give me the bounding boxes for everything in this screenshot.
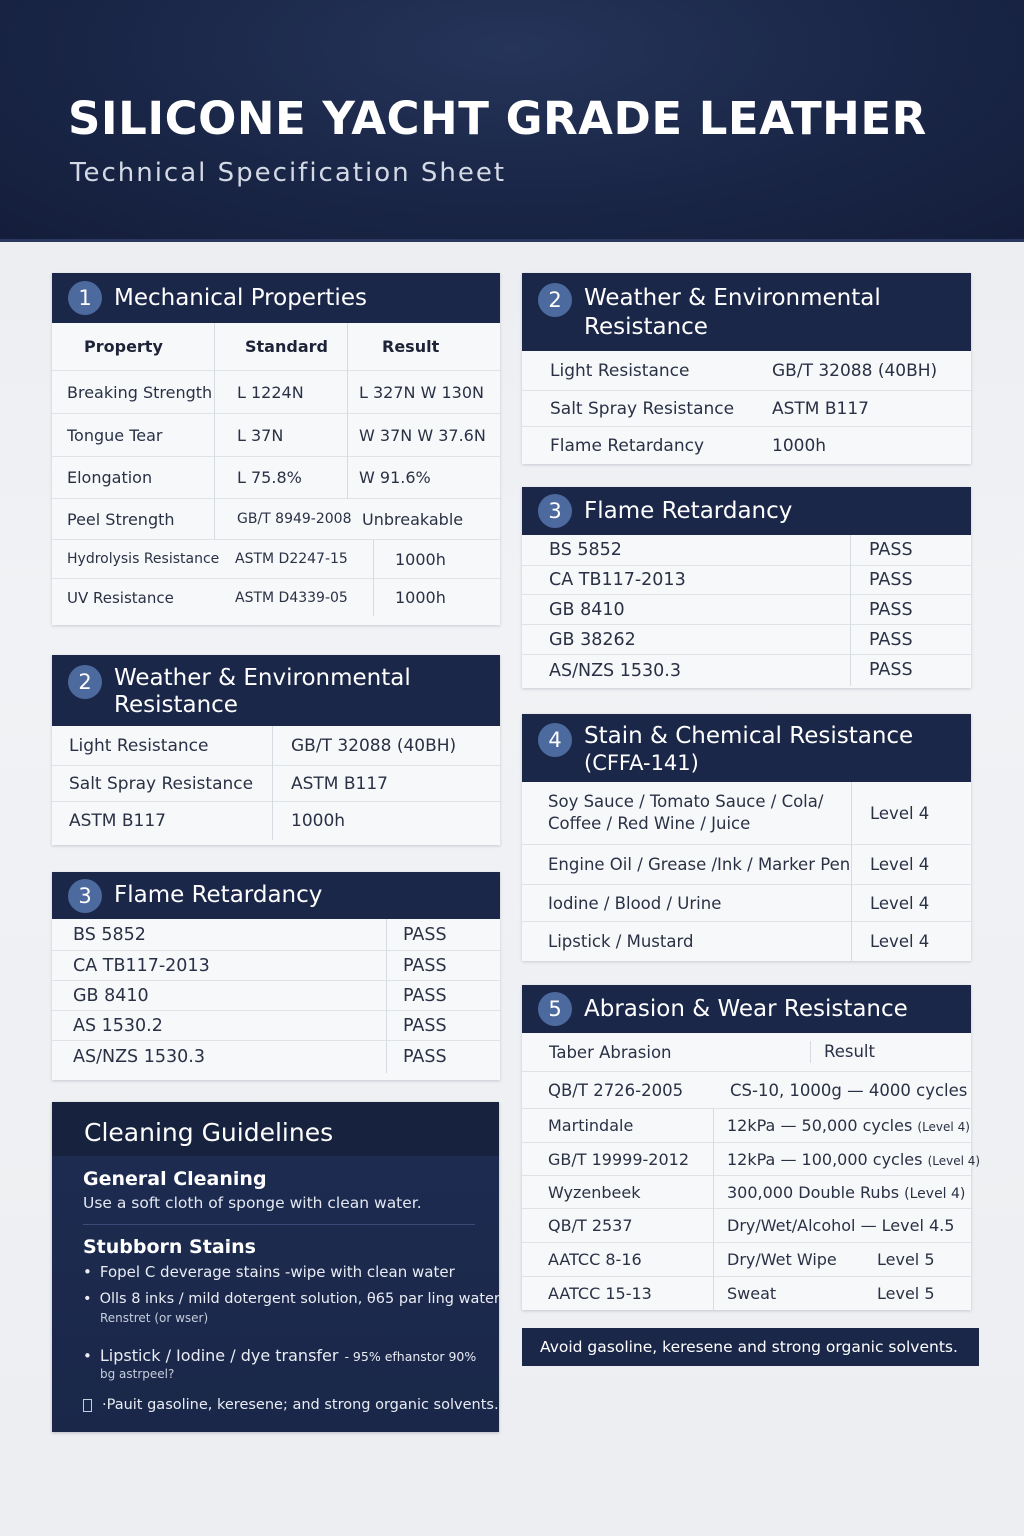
weather-resistance-card-right <box>522 273 971 464</box>
result-cell: L 327N W 130N <box>347 371 500 414</box>
standard-cell: GB 8410 <box>549 599 625 620</box>
cleaning-title-part-a: Cleaning <box>84 1118 202 1147</box>
test-cell: AATCC 8-16 <box>548 1250 642 1269</box>
property-cell: Light Resistance <box>550 360 690 381</box>
test-cell: Martindale <box>548 1116 634 1135</box>
stubborn-stains-heading: Stubborn Stains <box>83 1236 256 1258</box>
section-title: Mechanical Properties <box>114 284 367 311</box>
property-cell: Flame Retardancy <box>550 435 705 456</box>
section-title-line2: Resistance <box>584 314 708 340</box>
table-row <box>522 655 971 686</box>
level-cell: Level 5 <box>877 1250 935 1269</box>
table-row <box>522 566 971 595</box>
section-title-line1: Weather & Environmental <box>114 665 411 691</box>
bullet-note: bg astrpeel? <box>100 1367 175 1381</box>
table-row <box>52 1011 500 1041</box>
property-cell: Elongation <box>67 468 153 487</box>
substance-cell <box>522 791 851 835</box>
table-row <box>522 782 971 845</box>
page-title: SILICONE YACHT GRADE LEATHER <box>68 92 927 145</box>
header-banner <box>0 0 1024 242</box>
table-row <box>52 1041 500 1073</box>
value-cell: 1000h <box>272 802 500 840</box>
table-row <box>522 625 971 655</box>
table-row <box>522 845 971 885</box>
result-cell <box>713 1143 981 1176</box>
section-title: Flame Retardancy <box>114 882 323 908</box>
table-row <box>522 391 971 427</box>
section-number-badge: 3 <box>68 879 102 913</box>
bullet-text-tail: - 95% efhanstor 90% <box>344 1349 477 1364</box>
abrasion-header <box>522 985 971 1033</box>
section-title: Flame Retardancy <box>584 497 793 524</box>
page-subtitle: Technical Specification Sheet <box>70 158 507 188</box>
table-header-row <box>52 323 500 371</box>
result-cell: PASS <box>850 535 971 566</box>
standard-cell: GB 38262 <box>549 629 636 650</box>
table-row <box>52 919 500 951</box>
bullet-text: Lipstick / Iodine / dye transfer <box>99 1346 339 1365</box>
bullet-item: • Fopel C deverage stains -wipe with clean water <box>83 1263 455 1281</box>
table-row <box>52 540 500 579</box>
table-row <box>522 1109 971 1143</box>
bullet-note: Renstret (or wser) <box>100 1311 209 1325</box>
section-title-line1: Stain & Chemical Resistance <box>584 723 914 749</box>
result-cell: Unbreakable <box>362 509 464 529</box>
section-title: Abrasion & Wear Resistance <box>584 995 908 1022</box>
section-title-line2: Resistance <box>114 692 238 718</box>
property-cell: Salt Spray Resistance <box>550 398 735 419</box>
solvent-warning-banner: Avoid gasoline, keresene and strong organic solvents. <box>522 1328 979 1366</box>
result-cell <box>713 1109 971 1143</box>
table-row <box>522 922 971 961</box>
flame-retardancy-header <box>52 872 500 919</box>
standard-cell: CA TB117-2013 <box>73 955 210 976</box>
substance-line1: Soy Sauce / Tomato Sauce / Cola/ <box>548 792 824 811</box>
substance-cell: Iodine / Blood / Urine <box>548 893 722 913</box>
table-row <box>52 726 500 766</box>
result-text: 12kPa — 100,000 cycles <box>727 1149 923 1169</box>
substance-cell: Engine Oil / Grease /Ink / Marker Pen <box>548 855 851 874</box>
result-text: 12kPa — 50,000 cycles <box>727 1115 913 1135</box>
property-cell: Salt Spray Resistance <box>69 773 254 794</box>
table-row <box>522 1072 971 1109</box>
result-level: (Level 4) <box>904 1185 966 1202</box>
test-cell: AATCC 15-13 <box>548 1284 652 1303</box>
mechanical-properties-header <box>52 273 500 323</box>
standard-cell: GB/T 8949-2008 <box>214 499 362 540</box>
general-cleaning-heading: General Cleaning <box>83 1168 267 1190</box>
standard-cell: BS 5852 <box>73 924 146 945</box>
section-number-badge: 4 <box>538 723 572 757</box>
table-row <box>522 1277 971 1310</box>
table-row <box>522 595 971 625</box>
result-cell: PASS <box>386 1011 500 1041</box>
general-cleaning-text: Use a soft cloth of sponge with clean water. <box>83 1194 422 1212</box>
test-cell: QB/T 2726-2005 <box>548 1080 684 1100</box>
table-row <box>52 981 500 1011</box>
result-cell: PASS <box>850 566 971 595</box>
value-cell: ASTM B117 <box>272 766 500 802</box>
result-level: (Level 4) <box>917 1119 970 1134</box>
flame-retardancy-card-right <box>522 487 971 688</box>
cleaning-footer-note <box>83 1397 499 1413</box>
section-number-badge: 3 <box>538 494 572 528</box>
stain-chemical-resistance-card <box>522 714 971 961</box>
footer-text: ·Pauit gasoline, keresene; and strong organic solvents. <box>102 1397 499 1413</box>
section-number-badge: 2 <box>68 665 102 699</box>
property-cell: UV Resistance <box>67 588 174 607</box>
bullet-item: • Lipstick / Iodine / dye transfer - 95% efhanstor 90% <box>83 1346 477 1365</box>
section-title-line1: Weather & Environmental <box>584 285 881 311</box>
section-number-badge: 2 <box>538 283 572 317</box>
result-cell: W 91.6% <box>347 457 500 499</box>
result-cell: W 37N W 37.6N <box>347 414 500 457</box>
result-cell: Dry/Wet Wipe <box>713 1243 871 1277</box>
result-cell: PASS <box>850 655 971 686</box>
result-cell: PASS <box>386 981 500 1011</box>
standard-cell: L 1224N <box>214 371 347 414</box>
table-row <box>522 427 971 464</box>
value-cell: ASTM B117 <box>772 398 869 419</box>
cleaning-guidelines-panel <box>52 1102 499 1432</box>
result-cell: PASS <box>386 1041 500 1073</box>
weather-resistance-header <box>522 273 971 351</box>
divider <box>83 1224 475 1225</box>
standard-cell: CA TB117-2013 <box>549 570 686 590</box>
standard-cell: L 37N <box>214 414 347 457</box>
test-cell: GB/T 19999-2012 <box>548 1149 690 1169</box>
table-row <box>52 766 500 802</box>
standard-cell: AS 1530.2 <box>73 1015 163 1036</box>
bullet-text: Olls 8 inks / mild dotergent solution, θ65 par ling water <box>99 1291 500 1307</box>
result-cell <box>713 1176 971 1209</box>
standard-cell: ASTM D2247-15 <box>235 551 348 567</box>
table-row <box>52 802 500 840</box>
table-header-row <box>522 1033 971 1072</box>
level-cell: Level 5 <box>877 1284 935 1303</box>
table-row <box>522 535 971 566</box>
level-cell: Level 4 <box>851 885 971 922</box>
test-cell: Wyzenbeek <box>548 1182 641 1202</box>
table-row <box>52 371 500 414</box>
value-cell: GB/T 32088 (40BH) <box>772 360 938 381</box>
table-row <box>522 1209 971 1243</box>
column-header: Property <box>84 337 163 356</box>
property-cell: ASTM B117 <box>69 811 166 831</box>
result-level: (Level 4) <box>927 1153 981 1168</box>
result-cell: 1000h <box>373 579 500 616</box>
standard-cell: BS 5852 <box>549 540 622 560</box>
level-cell: Level 4 <box>851 782 971 845</box>
result-cell: 1000h <box>373 540 500 579</box>
property-cell: Tongue Tear <box>67 425 163 445</box>
property-cell: Light Resistance <box>69 735 209 756</box>
property-cell: Hydrolysis Resistance <box>67 551 220 567</box>
column-header: Result <box>810 1041 971 1063</box>
substance-line2: Coffee / Red Wine / Juice <box>548 814 751 833</box>
standard-cell: L 75.8% <box>214 457 347 499</box>
property-cell: Peel Strength <box>67 509 175 529</box>
standard-cell: AS/NZS 1530.3 <box>73 1047 205 1067</box>
table-row <box>52 499 500 540</box>
test-cell: QB/T 2537 <box>548 1216 633 1235</box>
result-cell: Dry/Wet/Alcohol — Level 4.5 <box>713 1209 971 1243</box>
section-number-badge: 5 <box>538 992 572 1026</box>
table-row <box>522 885 971 922</box>
abrasion-wear-resistance-card <box>522 985 981 1310</box>
checkbox-glyph-icon <box>83 1399 92 1412</box>
column-header: Result <box>347 323 500 371</box>
cleaning-title <box>84 1118 333 1147</box>
level-cell: Level 4 <box>851 922 971 961</box>
value-cell: GB/T 32088 (40BH) <box>272 726 500 766</box>
result-cell: CS-10, 1000g — 4000 cycles <box>730 1080 968 1100</box>
table-row <box>52 414 500 457</box>
result-cell: PASS <box>850 625 971 655</box>
standard-cell: AS/NZS 1530.3 <box>549 660 681 681</box>
result-cell: PASS <box>850 595 971 625</box>
bullet-item: • Olls 8 inks / mild dotergent solution, θ65 par ling water <box>83 1291 500 1307</box>
column-header: Standard <box>214 323 347 371</box>
cleaning-title-part-b: Guidelines <box>201 1118 334 1147</box>
result-cell: PASS <box>386 919 500 951</box>
flame-retardancy-card-left <box>52 872 500 1080</box>
table-row <box>522 351 971 391</box>
result-cell: Sweat <box>713 1277 871 1310</box>
weather-resistance-card-left <box>52 655 500 845</box>
property-cell: Breaking Strength <box>67 382 213 402</box>
table-row <box>522 1243 971 1277</box>
bullet-text: Fopel C deverage stains -wipe with clean water <box>99 1263 455 1281</box>
table-row <box>52 951 500 981</box>
level-cell: Level 4 <box>851 845 971 885</box>
table-row <box>52 579 500 616</box>
standard-cell: ASTM D4339-05 <box>235 589 348 606</box>
standard-cell: GB 8410 <box>73 985 149 1006</box>
table-row <box>522 1176 971 1209</box>
result-cell: PASS <box>386 951 500 981</box>
weather-resistance-header <box>52 655 500 726</box>
result-text: 300,000 Double Rubs <box>727 1182 900 1202</box>
section-title-line2: (CFFA-141) <box>584 751 699 775</box>
value-cell: 1000h <box>772 435 827 456</box>
mechanical-properties-card <box>52 273 500 625</box>
section-number-badge: 1 <box>68 281 102 315</box>
substance-cell: Lipstick / Mustard <box>548 932 694 951</box>
table-row <box>52 457 500 499</box>
table-row <box>522 1143 981 1176</box>
stain-resistance-header <box>522 714 971 782</box>
column-header: Taber Abrasion <box>549 1042 672 1062</box>
flame-retardancy-header <box>522 487 971 535</box>
